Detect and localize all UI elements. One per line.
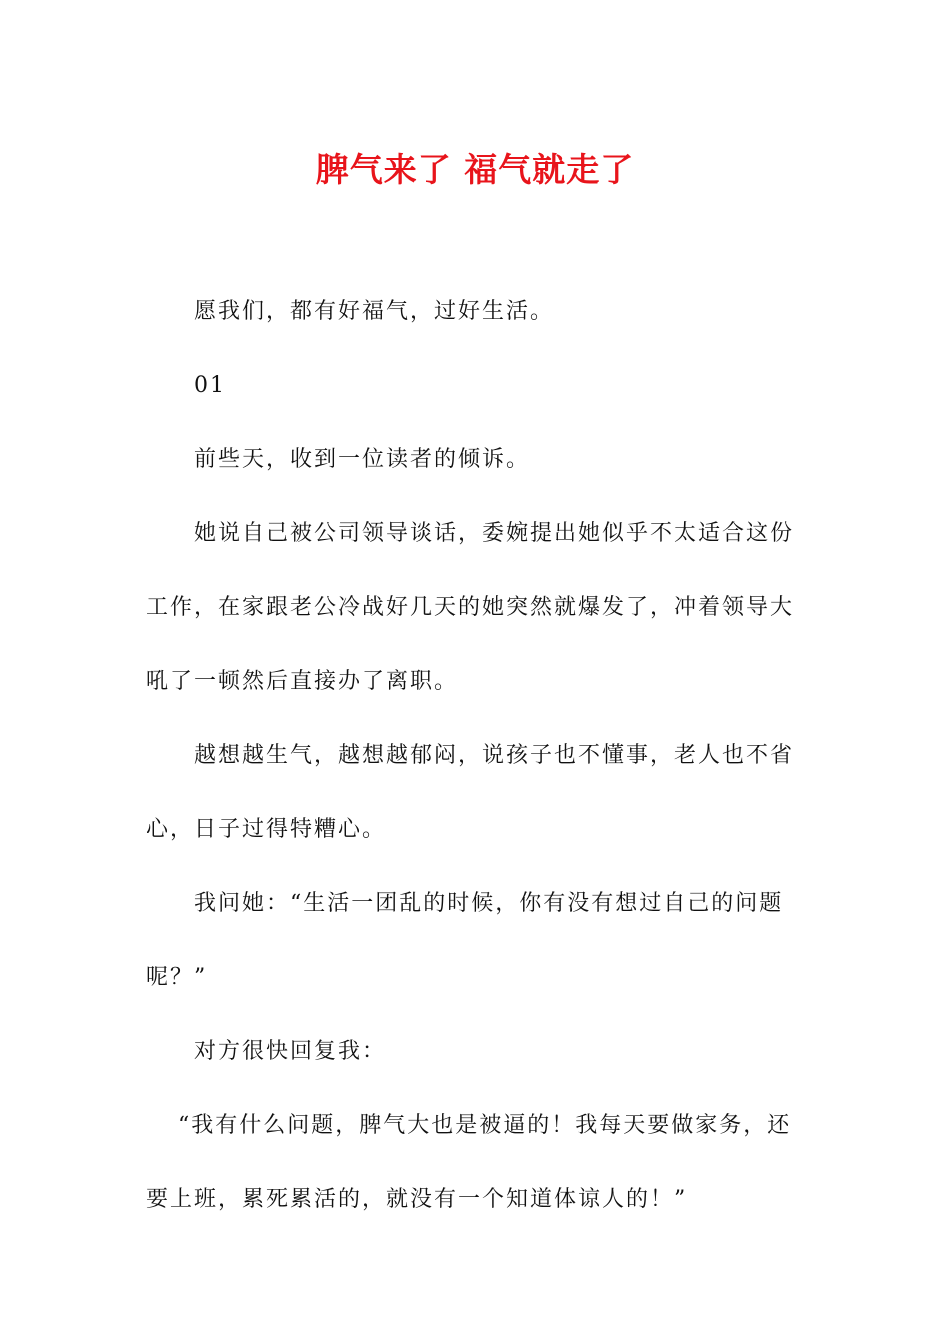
paragraph: 愿我们，都有好福气，过好生活。 <box>194 299 555 324</box>
paragraph: 我问她：“生活一团乱的时候，你有没有想过自己的问题呢？” <box>146 891 784 990</box>
paragraph: “我有什么问题，脾气大也是被逼的！我每天要做家务，还要上班，累死累活的，就没有一个知道体谅人的！” <box>146 1113 792 1212</box>
section-number: 01 <box>194 373 226 398</box>
paragraph: 前些天，收到一位读者的倾诉。 <box>194 447 531 472</box>
paragraph: 对方很快回复我： <box>194 1039 387 1064</box>
paragraph: 越想越生气，越想越郁闷，说孩子也不懂事，老人也不省心，日子过得特糟心。 <box>146 743 795 842</box>
article-title: 脾气来了 福气就走了 <box>315 150 635 189</box>
article-body <box>146 275 796 1237</box>
paragraph: 她说自己被公司领导谈话，委婉提出她似乎不太适合这份工作，在家跟老公冷战好几天的她突然就爆发了，冲着领导大吼了一顿然后直接办了离职。 <box>146 521 795 694</box>
